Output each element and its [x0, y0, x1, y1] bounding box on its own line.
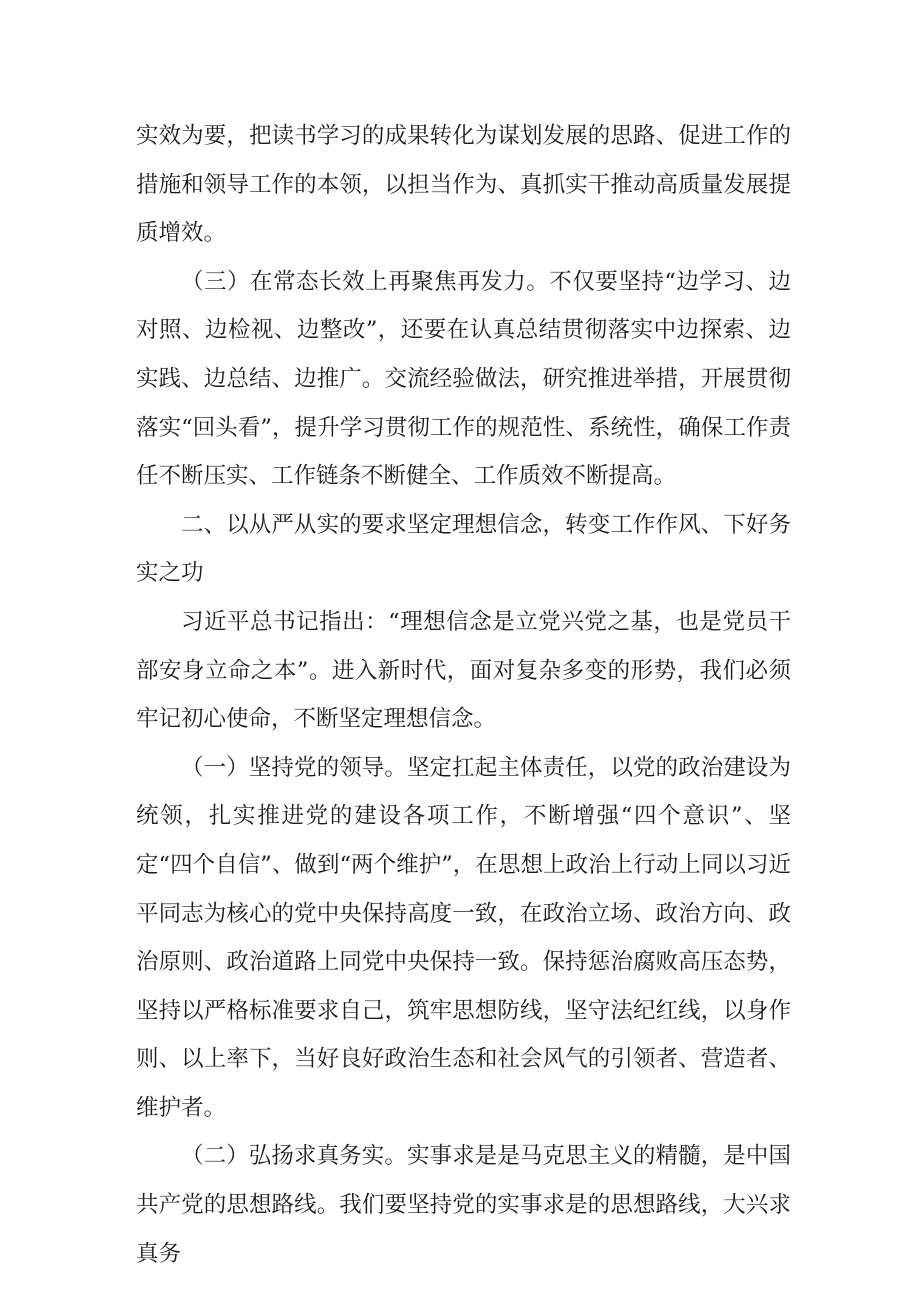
paragraph-subsection-one: （一）坚持党的领导。坚定扛起主体责任，以党的政治建设为统领，扎实推进党的建设各项工作，不断增强“四个意识”、坚定“四个自信”、做到“两个维护”，在思想上政治上行动上同以习近平同志为核心的党中央保持高度一致，在政治立场、政治方向、政治原则、政治道路上同党中央保持一致。保持惩治腐败高压态势，坚持以严格标准要求自己，筑牢思想防线，坚守法纪红线，以身作则、以上率下，当好良好政治生态和社会风气的引领者、营造者、维护者。 [136, 754, 791, 1121]
paragraph-quote: 习近平总书记指出：“理想信念是立党兴党之基，也是党员干部安身立命之本”。进入新时代，面对复杂多变的形势，我们必须牢记初心使命，不断坚定理想信念。 [136, 608, 791, 733]
document-body [136, 112, 791, 1278]
paragraph-subsection-two: （二）弘扬求真务实。实事求是是马克思主义的精髓，是中国共产党的思想路线。我们要坚持党的实事求是的思想路线，大兴求真务 [136, 1143, 791, 1267]
section-heading-two: 二、以从严从实的要求坚定理想信念，转变工作作风、下好务实之功 [136, 511, 791, 587]
paragraph-continuation: 实效为要，把读书学习的成果转化为谋划发展的思路、促进工作的措施和领导工作的本领，以担当作为、真抓实干推动高质量发展提质增效。 [136, 123, 791, 247]
paragraph-section-three: （三）在常态长效上再聚焦再发力。不仅要坚持“边学习、边对照、边检视、边整改”，还要在认真总结贯彻落实中边探索、边实践、边总结、边推广。交流经验做法，研究推进举措，开展贯彻落实“回头看”，提升学习贯彻工作的规范性、系统性，确保工作责任不断压实、工作链条不断健全、工作质效不断提高。 [136, 268, 791, 490]
